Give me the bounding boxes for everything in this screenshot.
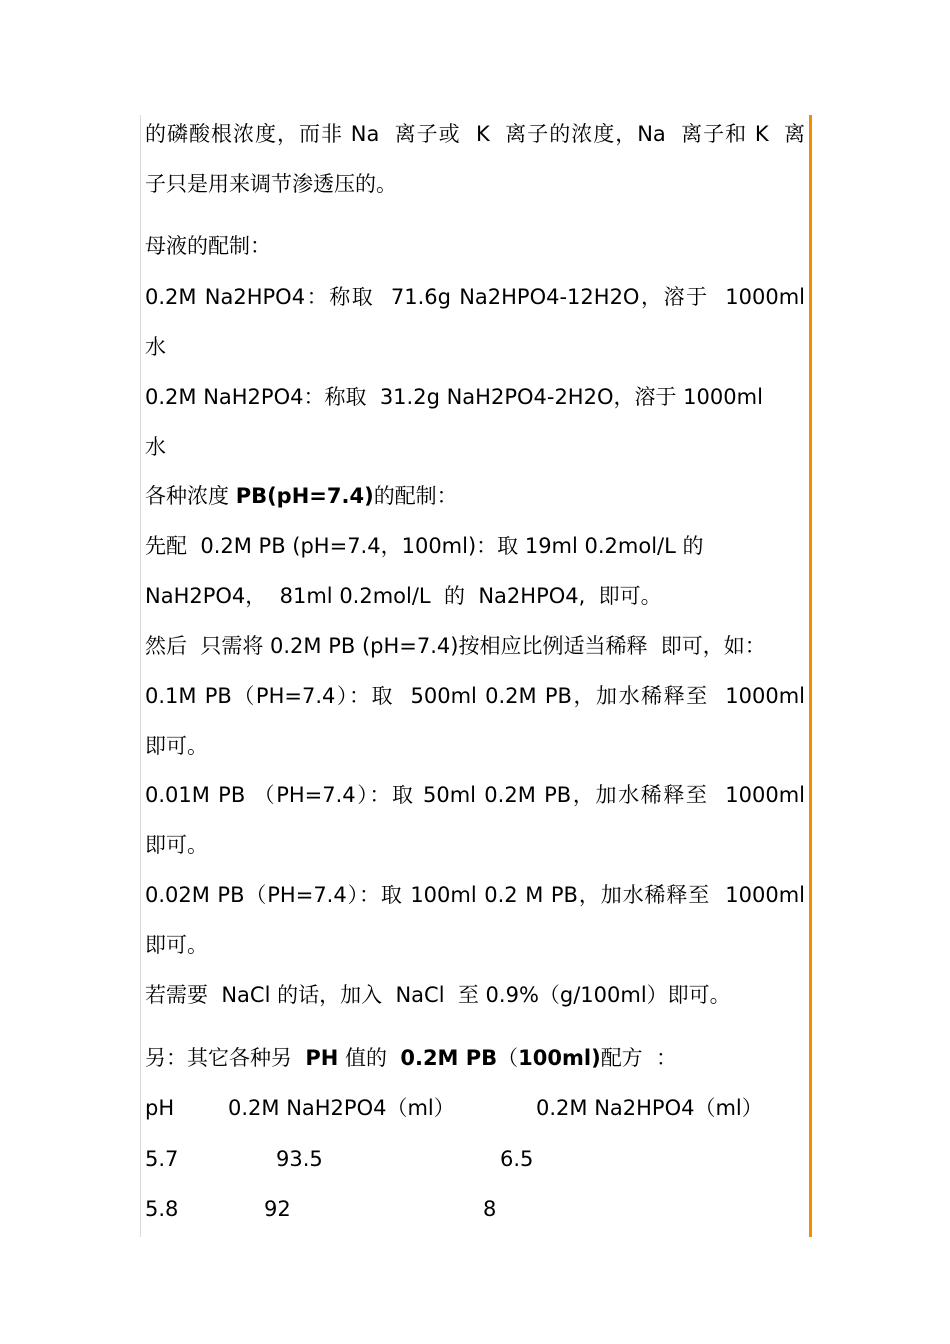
cell-ph: 5.8: [145, 1197, 179, 1221]
cell-nah2po4: 93.5: [276, 1147, 323, 1171]
first-prep-line-1: 先配 0.2M PB (pH=7.4，100ml)：取 19ml 0.2mol/L 的: [145, 534, 704, 558]
other-bold-ph: PH: [305, 1046, 339, 1070]
intro-line-1: 的磷酸根浓度，而非 Na 离子或 K 离子的浓度，Na 离子和 K 离: [145, 122, 805, 146]
other-mid: 值的: [338, 1046, 401, 1070]
pb001-line-2: 即可。: [145, 833, 208, 857]
pb-heading-post: 的配制：: [373, 484, 458, 508]
other-bold-pb: 0.2M PB: [400, 1046, 498, 1070]
nah2po4-line-1: 0.2M NaH2PO4：称取 31.2g NaH2PO4-2H2O，溶于 1000ml: [145, 385, 763, 409]
pb002-line-2: 即可。: [145, 933, 208, 957]
header-nah2po4: 0.2M NaH2PO4（ml）: [228, 1096, 455, 1120]
intro-line-2: 子只是用来调节渗透压的。: [145, 172, 397, 196]
pb001-line-1: 0.01M PB （PH=7.4）：取 50ml 0.2M PB，加水稀释至 1000ml: [145, 783, 805, 807]
other-post: 配方 ：: [600, 1046, 678, 1070]
other-paren-open: （: [497, 1046, 519, 1070]
cell-ph: 5.7: [145, 1147, 179, 1171]
na2hpo4-line-1: 0.2M Na2HPO4：称取 71.6g Na2HPO4-12H2O，溶于 1000ml: [145, 285, 805, 309]
left-margin-rule: [140, 115, 141, 1237]
other-recipes-heading: [145, 1045, 677, 1071]
pb01-line-1: 0.1M PB（PH=7.4）：取 500ml 0.2M PB，加水稀释至 1000ml: [145, 684, 805, 708]
cell-na2hpo4: 6.5: [500, 1147, 534, 1171]
dilution-intro-line: 然后 只需将 0.2M PB (pH=7.4)按相应比例适当稀释 即可，如：: [145, 634, 766, 658]
pb-heading: [145, 483, 458, 509]
stock-heading: 母液的配制：: [145, 234, 271, 258]
header-na2hpo4: 0.2M Na2HPO4（ml）: [536, 1096, 763, 1120]
cell-nah2po4: 92: [264, 1197, 291, 1221]
nacl-line: 若需要 NaCl 的话，加入 NaCl 至 0.9%（g/100ml）即可。: [145, 983, 731, 1007]
header-ph: pH: [145, 1096, 175, 1120]
pb002-line-1: 0.02M PB（PH=7.4）：取 100ml 0.2 M PB，加水稀释至 1000ml: [145, 883, 805, 907]
na2hpo4-line-2: 水: [145, 335, 166, 359]
pb01-line-2: 即可。: [145, 734, 208, 758]
pb-heading-pre: 各种浓度: [145, 484, 236, 508]
nah2po4-line-2: 水: [145, 435, 166, 459]
first-prep-line-2: NaH2PO4， 81ml 0.2mol/L 的 Na2HPO4, 即可。: [145, 584, 662, 608]
other-bold-volume: 100ml): [518, 1046, 601, 1070]
cell-na2hpo4: 8: [483, 1197, 497, 1221]
right-margin-rule: [809, 115, 812, 1237]
pb-heading-bold: PB(pH=7.4): [235, 484, 374, 508]
other-pre: 另：其它各种另: [145, 1046, 306, 1070]
